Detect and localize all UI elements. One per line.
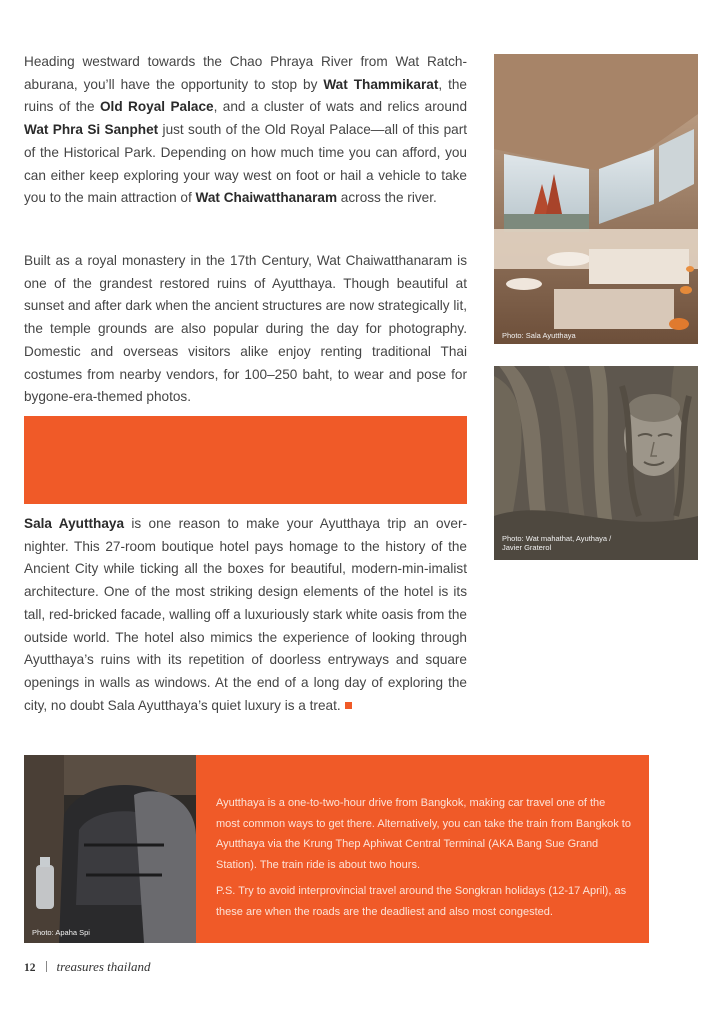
hotel-interior-illustration <box>494 54 698 344</box>
orange-divider-block <box>24 416 467 504</box>
photo-wat-mahathat <box>494 366 698 560</box>
place-wat-phra-si-sanphet: Wat Phra Si Sanphet <box>24 122 159 138</box>
page-number: 12 <box>24 962 36 974</box>
paragraph-chaiwatthanaram: Built as a royal monastery in the 17th Century, Wat Chaiwatthanaram is one of the grandest restored ruins of Ayutthaya. Though beautiful at sunset and after dark when the ancient structures are now strategically lit, the temple grounds are also popular during the day for photography. Domestic and overseas visitors alike enjoy renting traditional Thai costumes from nearby vendors, for 100–250 baht, to wear and pose for bygone-era-themed photos. <box>24 253 467 405</box>
footer-divider <box>46 961 47 972</box>
end-of-article-mark <box>345 702 352 709</box>
backpack-illustration <box>24 755 196 943</box>
place-old-royal-palace: Old Royal Palace <box>99 99 214 115</box>
place-wat-thammikarat: Wat Thammikarat <box>323 76 439 92</box>
paragraph-sala-ayutthaya: Sala Ayutthaya is one reason to make your Ayutthaya trip an over-nighter. This 27-room boutique hotel pays homage to the history of the Ancient City while ticking all the boxes for beautiful, modern-min-imalist architecture. One of the most striking design elements of the hotel is its tall, red-bricked facade, walling off a luxuriously stark white oasis from the outside world. The hotel also mimics the experience of looking through Ayutthaya’s ruins with its repetition of doorless entryways and square openings in walls as windows. At the end of a long day of exploring the city, no doubt Sala Ayutthaya’s quiet luxury is a treat. <box>24 516 467 713</box>
travel-info-text <box>216 793 632 928</box>
photo-caption-wat: Photo: Wat mahathat, Ayuthaya / Javier Graterol <box>502 534 612 552</box>
buddha-tree-roots-illustration <box>494 366 698 560</box>
travel-info-box <box>24 755 649 943</box>
page-footer <box>24 959 151 975</box>
travel-info-paragraph-1: Ayutthaya is a one-to-two-hour drive from Bangkok, making car travel one of the most common ways to get there. Alternatively, you can take the train from Bangkok to Ayutthaya via the Krung Thep Aphiwat Central Terminal (AKA Bang Sue Grand Station). The train ride is about two hours. <box>216 797 631 871</box>
photo-sala-ayutthaya <box>494 54 698 344</box>
paragraph-intro: Heading westward towards the Chao Phraya River from Wat Ratch-aburana, you’ll have the opportunity to stop by Wat Thammikarat, the ruins of the Old Royal Palace, and a cluster of wats and relics around Wat Phra Si Sanphet just south of the Old Royal Palace—all of this part of the Historical Park. Depending on how much time you can afford, you can either keep exploring your way west on foot or hail a vehicle to take you to the main attraction of Wat Chaiwatthanaram across the river. <box>24 54 468 206</box>
photo-caption-sala: Photo: Sala Ayutthaya <box>502 331 576 340</box>
place-sala-ayutthaya: Sala Ayutthaya <box>24 516 125 531</box>
place-wat-chaiwatthanaram: Wat Chaiwatthanaram <box>195 190 338 206</box>
photo-caption-bag: Photo: Apaha Spi <box>32 928 90 937</box>
travel-info-paragraph-2: P.S. Try to avoid interprovincial travel around the Songkran holidays (12-17 April), as these are when the roads are the deadliest and also most congested. <box>216 885 627 918</box>
magazine-name: treasures thailand <box>56 959 151 974</box>
photo-backpack <box>24 755 196 943</box>
